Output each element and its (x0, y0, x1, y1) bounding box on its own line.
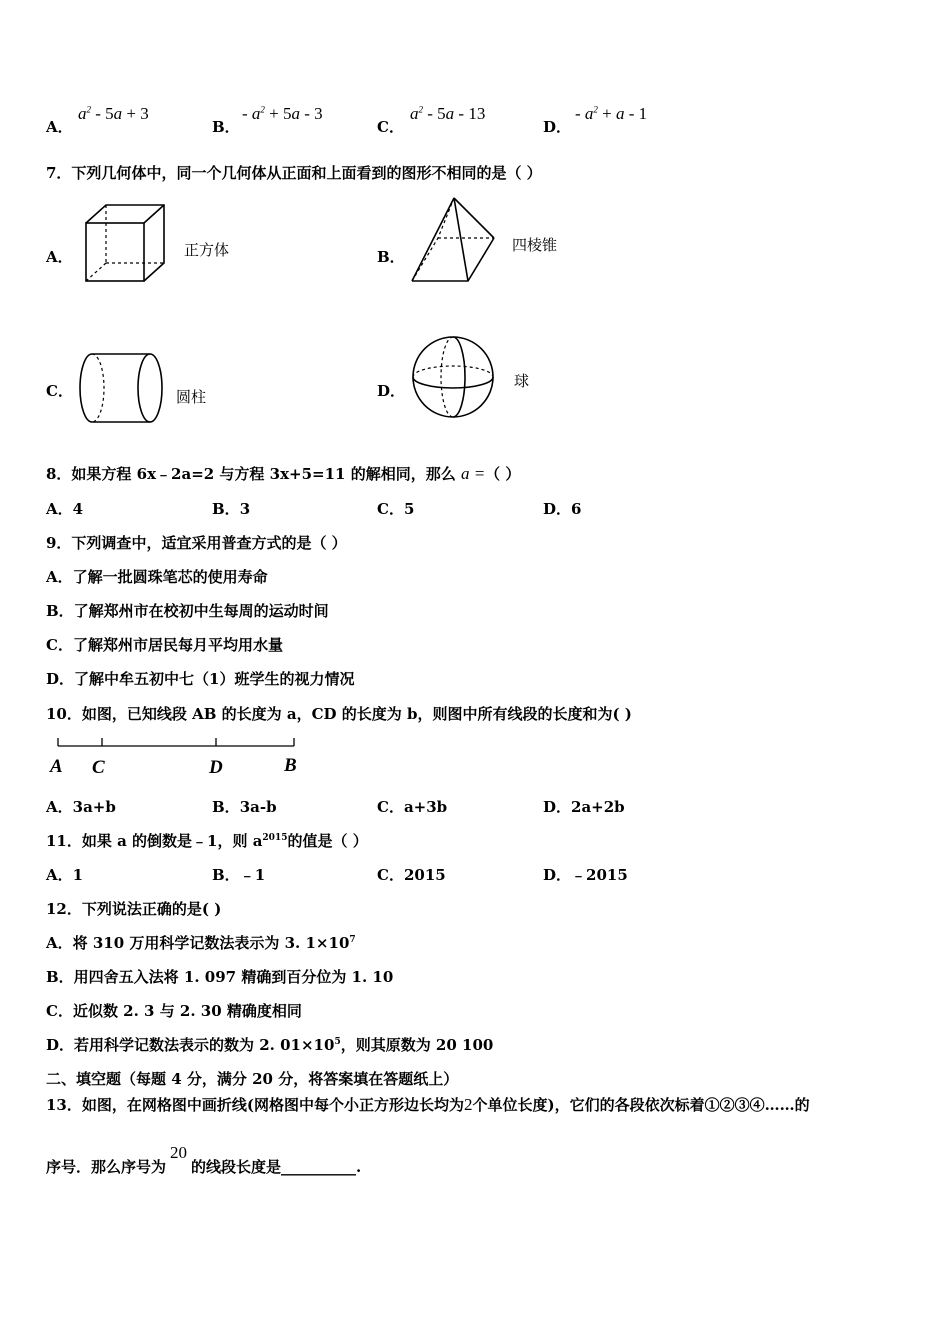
q8-stem-math: a = (460, 464, 486, 483)
q11-option-a: A．1 (46, 866, 84, 884)
q12-option-a: A．将 310 万用科学记数法表示为 3. $1\times 10^7$ (46, 934, 356, 952)
q8-stem: 8．如果方程 6x﹣2a=2 与方程 3x+5=11 的解相同，那么 a =（ ） (46, 464, 521, 483)
q10-option-b: B．3a-b (212, 798, 277, 816)
q6-option-d-label: D． (543, 118, 572, 136)
q9-option-b: B．了解郑州市在校初中生每周的运动时间 (46, 602, 329, 620)
q12-option-c: C．近似数 2. 3 与 2. 30 精确度相同 (46, 1002, 302, 1020)
q9-option-a: A．了解一批圆珠笔芯的使用寿命 (46, 568, 268, 586)
point-b-label: B (284, 755, 297, 776)
cylinder-figure (78, 352, 164, 424)
q8-option-b: B．3 (212, 500, 251, 518)
q11-option-b: B．﹣1 (212, 866, 266, 884)
q7-option-d-label: D． (377, 382, 406, 400)
q13-line-2: 序号．那么序号为20的线段长度是__________. (46, 1143, 362, 1176)
q10-option-d: D．2a+2b (543, 798, 625, 816)
q9-option-d: D．了解中牟五初中七（1）班学生的视力情况 (46, 670, 355, 688)
q9-stem: 9．下列调查中，适宜采用普查方式的是（ ） (46, 534, 347, 552)
q6-option-c-expr: $a^2 - 5a - 13$ (410, 104, 486, 123)
q13-line-1: 13．如图，在网格图中画折线(网格图中每个小正方形边长均为2个单位长度)，它们的各段依次标着①②③④……的 (46, 1095, 810, 1114)
q7-option-b-name: 四棱锥 (512, 236, 558, 254)
q6-option-b-label: B． (212, 118, 240, 136)
pyramid-figure (410, 196, 496, 284)
q7-option-b-label: B． (377, 248, 405, 266)
section-2-title: 二、填空题（每题 4 分，满分 20 分，将答案填在答题纸上） (46, 1070, 459, 1088)
point-c-label: C (92, 757, 105, 778)
q12-stem: 12．下列说法正确的是( ) (46, 900, 222, 918)
point-d-label: D (209, 757, 223, 778)
q7-option-d-name: 球 (514, 372, 530, 390)
q7-option-c-label: C． (46, 382, 73, 400)
q7-option-a-name: 正方体 (184, 241, 230, 259)
q7-stem: 7．下列几何体中，同一个几何体从正面和上面看到的图形不相同的是（ ） (46, 164, 542, 182)
q11-option-c: C．2015 (377, 866, 446, 884)
q6-option-b-expr: - $a^2 + 5a - 3$ (242, 104, 323, 123)
point-a-label: A (50, 756, 63, 777)
cube-figure (84, 203, 168, 283)
q7-option-c-name: 圆柱 (176, 388, 207, 406)
q12-option-b: B．用四舍五入法将 1. 097 精确到百分位为 1. 10 (46, 968, 394, 986)
q11-option-d: D．﹣2015 (543, 866, 628, 884)
sphere-figure (412, 334, 496, 420)
q8-option-a: A．4 (46, 500, 84, 518)
q6-option-d-expr: - $a^2 + a - 1$ (575, 104, 648, 123)
q7-option-a-label: A． (46, 248, 73, 266)
q8-option-d: D．6 (543, 500, 582, 518)
q8-option-c: C．5 (377, 500, 415, 518)
q6-option-a-label: A． (46, 118, 73, 136)
q10-option-c: C．a+3b (377, 798, 448, 816)
q9-option-c: C．了解郑州市居民每月平均用水量 (46, 636, 283, 654)
q10-option-a: A．3a+b (46, 798, 116, 816)
q13-answer-blank: __________ (281, 1158, 357, 1176)
q6-option-c-label: C． (377, 118, 404, 136)
segment-figure (56, 736, 296, 750)
q6-option-a-expr: $a^2 - 5a + 3$ (78, 104, 149, 123)
q11-stem: 11．如果 a 的倒数是﹣1，则 $a^{2015}$的值是（ ） (46, 832, 368, 850)
q10-stem: 10．如图，已知线段 AB 的长度为 a，CD 的长度为 b，则图中所有线段的长度和为( ) (46, 705, 632, 723)
q12-option-d: D．若用科学记数法表示的数为 2. $01\times 10^5$，则其原数为 20 100 (46, 1036, 494, 1054)
